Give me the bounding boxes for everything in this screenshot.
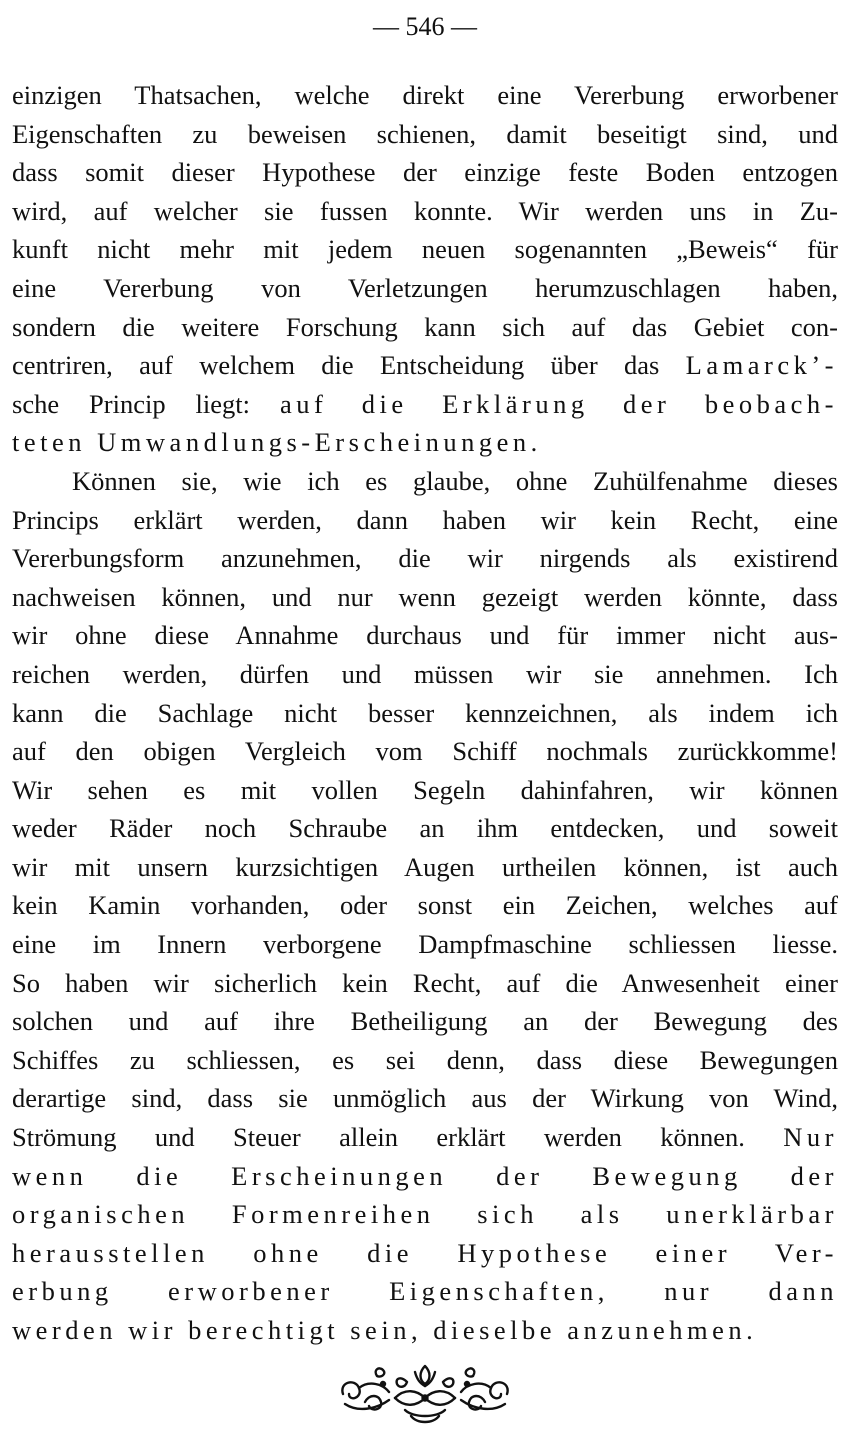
floral-vignette-icon: [335, 1358, 515, 1432]
text-segment: Wir sehen es mit vollen Segeln dahinfahren, wir können: [12, 774, 838, 805]
emphasized-text: werden wir berechtigt sein, dieselbe anzunehmen.: [12, 1315, 758, 1345]
text-line: [12, 655, 838, 694]
text-line: [12, 1311, 838, 1350]
text-line: [12, 694, 838, 733]
text-segment: Strömung und Steuer allein erklärt werden können.: [12, 1122, 784, 1153]
emphasized-text: Nur: [783, 1122, 838, 1153]
text-segment: nachweisen können, und nur wenn gezeigt werden könnte, dass: [12, 581, 838, 612]
emphasized-text: erbung erworbener Eigenschaften, nur dann: [12, 1276, 838, 1307]
emphasized-text: auf die Erklärung der beobach-: [279, 388, 838, 419]
text-line: [12, 76, 838, 115]
text-segment: Können sie, wie ich es glaube, ohne Zuhülfenahme dieses: [72, 465, 838, 496]
emphasized-text: wenn die Erscheinungen der Bewegung der: [12, 1160, 838, 1191]
text-segment: kann die Sachlage nicht besser kennzeichnen, als indem ich: [12, 697, 838, 728]
text-line: [12, 1272, 838, 1311]
text-line: [12, 964, 838, 1003]
text-segment: eine im Innern verborgene Dampfmaschine schliessen liesse.: [12, 929, 838, 960]
page-number: — 546 —: [373, 12, 477, 41]
text-line: [12, 809, 838, 848]
text-line: [12, 230, 838, 269]
text-line: [12, 269, 838, 308]
text-line: [12, 1234, 838, 1273]
text-segment: sondern die weitere Forschung kann sich auf das Gebiet con-: [12, 311, 838, 342]
text-line: [12, 308, 838, 347]
emphasized-text: herausstellen ohne die Hypothese einer Ver-: [12, 1237, 838, 1268]
text-line: [12, 423, 838, 462]
text-line: [12, 1157, 838, 1196]
text-line: [12, 192, 838, 231]
text-segment: Schiffes zu schliessen, es sei denn, dass diese Bewegungen: [12, 1044, 838, 1075]
text-segment: einzigen Thatsachen, welche direkt eine Vererbung erworbener: [12, 80, 838, 110]
text-segment: eine Vererbung von Verletzungen herumzuschlagen haben,: [12, 272, 838, 303]
text-segment: kein Kamin vorhanden, oder sonst ein Zeichen, welches auf: [12, 890, 838, 921]
text-line: [12, 1118, 838, 1157]
text-segment: Princips erklärt werden, dann haben wir kein Recht, eine: [12, 504, 838, 535]
text-line: [12, 346, 838, 385]
text-segment: kunft nicht mehr mit jedem neuen sogenannten „Beweis“ für: [12, 234, 838, 265]
text-line: [12, 925, 838, 964]
text-segment: solchen und auf ihre Betheiligung an der Bewegung des: [12, 1006, 838, 1037]
body-text: [12, 76, 838, 1350]
text-segment: sche Princip liegt:: [12, 388, 280, 419]
text-segment: wir mit unsern kurzsichtigen Augen urtheilen können, ist auch: [12, 851, 838, 882]
text-segment: wird, auf welcher sie fussen konnte. Wir werden uns in Zu-: [12, 195, 838, 226]
text-line: [12, 1195, 838, 1234]
text-segment: dass somit dieser Hypothese der einzige feste Boden entzogen: [12, 157, 838, 188]
text-line: [12, 115, 838, 154]
text-segment: derartige sind, dass sie unmöglich aus der Wirkung von Wind,: [12, 1083, 838, 1114]
text-line: [12, 462, 838, 501]
emphasized-text: teten Umwandlungs-Erscheinungen.: [12, 427, 542, 458]
text-segment: reichen werden, dürfen und müssen wir sie annehmen. Ich: [12, 658, 838, 689]
text-line: [12, 1079, 838, 1118]
emphasized-text: organischen Formenreihen sich als unerklärbar: [12, 1199, 838, 1230]
text-line: [12, 501, 838, 540]
text-segment: Eigenschaften zu beweisen schienen, damit beseitigt sind, und: [12, 118, 838, 149]
text-line: [12, 385, 838, 424]
text-segment: Vererbungsform anzunehmen, die wir nirgends als existirend: [12, 543, 838, 574]
text-line: [12, 1002, 838, 1041]
text-line: [12, 539, 838, 578]
text-segment: weder Räder noch Schraube an ihm entdecken, und soweit: [12, 813, 838, 844]
text-segment: auf den obigen Vergleich vom Schiff nochmals zurückkomme!: [12, 736, 838, 767]
text-line: [12, 578, 838, 617]
text-segment: wir ohne diese Annahme durchaus und für immer nicht aus-: [12, 620, 838, 651]
emphasized-text: Lamarck’-: [685, 350, 838, 381]
text-line: [12, 616, 838, 655]
text-segment: So haben wir sicherlich kein Recht, auf die Anwesenheit einer: [12, 967, 838, 998]
text-line: [12, 886, 838, 925]
text-line: [12, 153, 838, 192]
text-segment: centriren, auf welchem die Entscheidung über das: [12, 350, 686, 381]
text-line: [12, 848, 838, 887]
text-line: [12, 771, 838, 810]
text-line: [12, 1041, 838, 1080]
text-line: [12, 732, 838, 771]
